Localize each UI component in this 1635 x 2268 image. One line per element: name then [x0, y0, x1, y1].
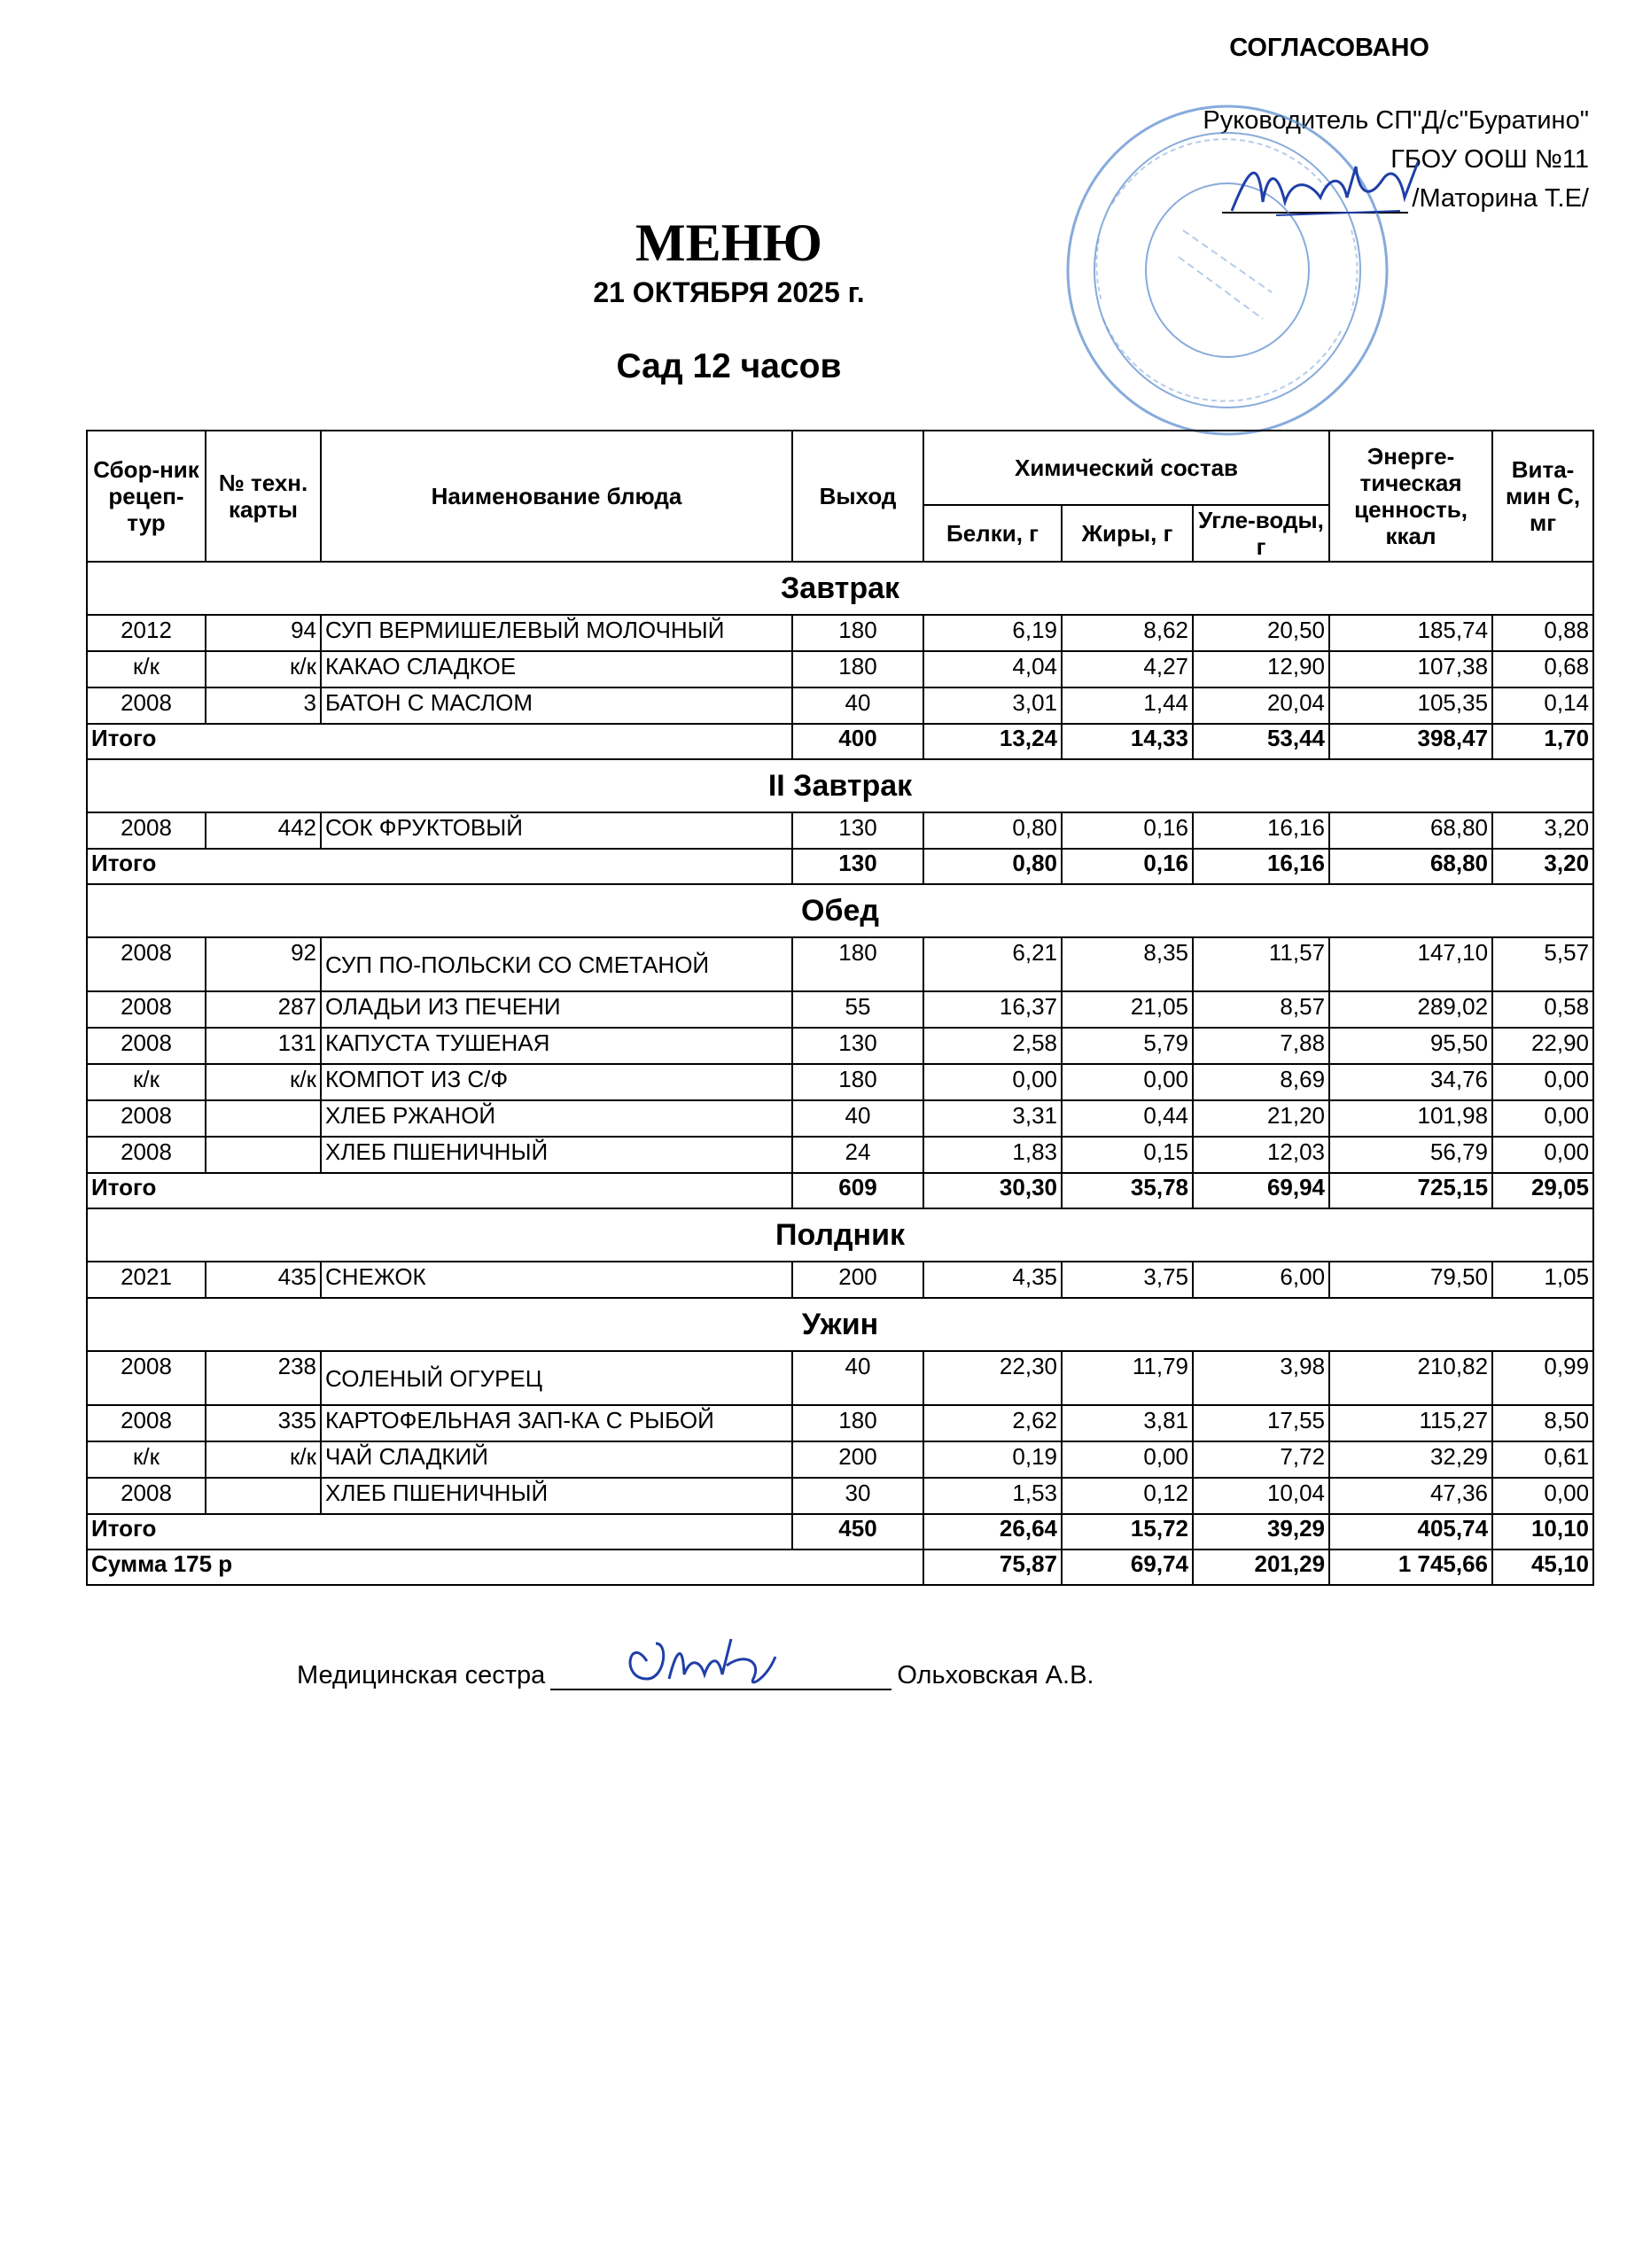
cell-collection: 2008	[87, 812, 206, 849]
total-carbs: 69,94	[1193, 1173, 1329, 1208]
cell-fat: 0,00	[1062, 1064, 1193, 1100]
cell-carbs: 17,55	[1193, 1405, 1329, 1441]
header-collection: Сбор-ник рецеп-тур	[87, 431, 206, 562]
cell-carbs: 8,57	[1193, 991, 1329, 1028]
cell-fat: 0,16	[1062, 812, 1193, 849]
cell-protein: 0,19	[923, 1441, 1062, 1478]
header-yield: Выход	[792, 431, 923, 562]
cell-collection: 2008	[87, 687, 206, 724]
nurse-name: Ольховская А.В.	[897, 1661, 1094, 1689]
cell-collection: 2021	[87, 1262, 206, 1298]
cell-energy: 107,38	[1329, 651, 1492, 687]
approval-signatory: /Маторина Т.Е/	[1412, 184, 1589, 213]
cell-protein: 1,53	[923, 1478, 1062, 1514]
total-protein: 13,24	[923, 724, 1062, 759]
grand-total-fat: 69,74	[1062, 1550, 1193, 1585]
cell-dish: ХЛЕБ ПШЕНИЧНЫЙ	[321, 1137, 792, 1173]
cell-vitamin: 22,90	[1492, 1028, 1593, 1064]
cell-yield: 40	[792, 1100, 923, 1137]
cell-protein: 22,30	[923, 1351, 1062, 1405]
header-chem: Химический состав	[923, 431, 1329, 505]
cell-carbs: 7,72	[1193, 1441, 1329, 1478]
header-energy: Энерге-тическая ценность, ккал	[1329, 431, 1492, 562]
total-energy: 68,80	[1329, 849, 1492, 884]
header-protein: Белки, г	[923, 505, 1062, 562]
cell-card: 442	[206, 812, 321, 849]
table-row	[87, 1478, 1593, 1514]
header-tech-card: № техн. карты	[206, 431, 321, 562]
cell-yield: 180	[792, 1405, 923, 1441]
total-yield: 609	[792, 1173, 923, 1208]
cell-carbs: 10,04	[1193, 1478, 1329, 1514]
section-title: Ужин	[87, 1298, 1593, 1351]
cell-card: 131	[206, 1028, 321, 1064]
approval-position: Руководитель СП"Д/с"Буратино"	[1203, 106, 1589, 135]
table-row	[87, 1351, 1593, 1405]
cell-card: к/к	[206, 1064, 321, 1100]
table-row	[87, 1405, 1593, 1441]
table-row	[87, 651, 1593, 687]
cell-collection: 2008	[87, 1478, 206, 1514]
cell-carbs: 11,57	[1193, 937, 1329, 991]
total-protein: 0,80	[923, 849, 1062, 884]
header-vitamin: Вита-мин С, мг	[1492, 431, 1593, 562]
cell-energy: 115,27	[1329, 1405, 1492, 1441]
total-fat: 15,72	[1062, 1514, 1193, 1550]
cell-dish: ХЛЕБ ПШЕНИЧНЫЙ	[321, 1478, 792, 1514]
cell-vitamin: 0,68	[1492, 651, 1593, 687]
cell-card: к/к	[206, 1441, 321, 1478]
section-header	[87, 759, 1593, 812]
menu-subtitle: Сад 12 часов	[616, 347, 842, 385]
total-energy: 405,74	[1329, 1514, 1492, 1550]
total-protein: 30,30	[923, 1173, 1062, 1208]
cell-fat: 8,62	[1062, 615, 1193, 651]
total-label: Итого	[87, 1514, 792, 1550]
cell-dish: СУП ВЕРМИШЕЛЕВЫЙ МОЛОЧНЫЙ	[321, 615, 792, 651]
cell-protein: 3,01	[923, 687, 1062, 724]
cell-dish: ЧАЙ СЛАДКИЙ	[321, 1441, 792, 1478]
cell-carbs: 8,69	[1193, 1064, 1329, 1100]
cell-protein: 0,00	[923, 1064, 1062, 1100]
cell-collection: 2008	[87, 1405, 206, 1441]
cell-energy: 68,80	[1329, 812, 1492, 849]
cell-fat: 21,05	[1062, 991, 1193, 1028]
cell-carbs: 7,88	[1193, 1028, 1329, 1064]
cell-vitamin: 0,00	[1492, 1137, 1593, 1173]
cell-yield: 200	[792, 1441, 923, 1478]
header-fat: Жиры, г	[1062, 505, 1193, 562]
total-fat: 0,16	[1062, 849, 1193, 884]
cell-card: 94	[206, 615, 321, 651]
cell-card: к/к	[206, 651, 321, 687]
page-title: МЕНЮ	[635, 214, 822, 272]
table-row	[87, 1441, 1593, 1478]
cell-vitamin: 0,88	[1492, 615, 1593, 651]
grand-total-energy: 1 745,66	[1329, 1550, 1492, 1585]
total-row	[87, 724, 1593, 759]
total-carbs: 53,44	[1193, 724, 1329, 759]
cell-collection: 2008	[87, 937, 206, 991]
total-vitamin: 10,10	[1492, 1514, 1593, 1550]
total-yield: 400	[792, 724, 923, 759]
total-fat: 14,33	[1062, 724, 1193, 759]
cell-yield: 55	[792, 991, 923, 1028]
cell-fat: 5,79	[1062, 1028, 1193, 1064]
cell-yield: 200	[792, 1262, 923, 1298]
approval-heading: СОГЛАСОВАНО	[1229, 34, 1429, 62]
cell-dish: СНЕЖОК	[321, 1262, 792, 1298]
cell-collection: 2008	[87, 1100, 206, 1137]
section-title: Полдник	[87, 1208, 1593, 1262]
cell-vitamin: 0,14	[1492, 687, 1593, 724]
menu-date: 21 ОКТЯБРЯ 2025 г.	[593, 276, 865, 308]
cell-fat: 0,00	[1062, 1441, 1193, 1478]
cell-energy: 101,98	[1329, 1100, 1492, 1137]
cell-carbs: 12,03	[1193, 1137, 1329, 1173]
table-row	[87, 812, 1593, 849]
section-header	[87, 1298, 1593, 1351]
cell-collection: 2008	[87, 1028, 206, 1064]
cell-vitamin: 0,00	[1492, 1100, 1593, 1137]
cell-fat: 0,12	[1062, 1478, 1193, 1514]
total-energy: 398,47	[1329, 724, 1492, 759]
cell-card	[206, 1100, 321, 1137]
total-carbs: 39,29	[1193, 1514, 1329, 1550]
cell-yield: 130	[792, 1028, 923, 1064]
cell-vitamin: 0,58	[1492, 991, 1593, 1028]
cell-dish: ОЛАДЬИ ИЗ ПЕЧЕНИ	[321, 991, 792, 1028]
cell-collection: 2008	[87, 991, 206, 1028]
table-row	[87, 1100, 1593, 1137]
cell-card: 287	[206, 991, 321, 1028]
grand-total-label: Сумма 175 р	[87, 1550, 923, 1585]
section-header	[87, 884, 1593, 937]
cell-vitamin: 0,99	[1492, 1351, 1593, 1405]
cell-fat: 1,44	[1062, 687, 1193, 724]
cell-dish: БАТОН С МАСЛОМ	[321, 687, 792, 724]
total-label: Итого	[87, 1173, 792, 1208]
cell-protein: 3,31	[923, 1100, 1062, 1137]
table-row	[87, 991, 1593, 1028]
cell-fat: 0,44	[1062, 1100, 1193, 1137]
section-title: Обед	[87, 884, 1593, 937]
cell-energy: 210,82	[1329, 1351, 1492, 1405]
cell-yield: 24	[792, 1137, 923, 1173]
cell-dish: КАПУСТА ТУШЕНАЯ	[321, 1028, 792, 1064]
cell-fat: 3,81	[1062, 1405, 1193, 1441]
cell-vitamin: 1,05	[1492, 1262, 1593, 1298]
approval-organization: ГБОУ ООШ №11	[1390, 145, 1589, 174]
section-title: Завтрак	[87, 562, 1593, 615]
menu-table	[86, 430, 1594, 1586]
cell-collection: 2008	[87, 1351, 206, 1405]
table-row	[87, 1064, 1593, 1100]
cell-protein: 2,58	[923, 1028, 1062, 1064]
table-row	[87, 1262, 1593, 1298]
cell-card: 92	[206, 937, 321, 991]
section-title: II Завтрак	[87, 759, 1593, 812]
cell-yield: 180	[792, 615, 923, 651]
total-label: Итого	[87, 724, 792, 759]
cell-vitamin: 3,20	[1492, 812, 1593, 849]
cell-energy: 56,79	[1329, 1137, 1492, 1173]
cell-fat: 3,75	[1062, 1262, 1193, 1298]
total-yield: 450	[792, 1514, 923, 1550]
cell-carbs: 20,50	[1193, 615, 1329, 651]
nurse-signature-icon	[620, 1626, 780, 1697]
cell-yield: 180	[792, 651, 923, 687]
cell-yield: 180	[792, 1064, 923, 1100]
cell-vitamin: 8,50	[1492, 1405, 1593, 1441]
total-vitamin: 29,05	[1492, 1173, 1593, 1208]
menu-table-body	[87, 562, 1593, 1585]
cell-protein: 6,19	[923, 615, 1062, 651]
cell-protein: 0,80	[923, 812, 1062, 849]
cell-yield: 130	[792, 812, 923, 849]
cell-collection: к/к	[87, 1064, 206, 1100]
total-energy: 725,15	[1329, 1173, 1492, 1208]
table-row	[87, 937, 1593, 991]
cell-energy: 34,76	[1329, 1064, 1492, 1100]
total-row	[87, 1514, 1593, 1550]
cell-carbs: 16,16	[1193, 812, 1329, 849]
grand-total-row	[87, 1550, 1593, 1585]
total-row	[87, 849, 1593, 884]
header-carbs: Угле-воды, г	[1193, 505, 1329, 562]
table-row	[87, 1137, 1593, 1173]
cell-yield: 40	[792, 1351, 923, 1405]
cell-carbs: 3,98	[1193, 1351, 1329, 1405]
grand-total-protein: 75,87	[923, 1550, 1062, 1585]
cell-carbs: 6,00	[1193, 1262, 1329, 1298]
total-protein: 26,64	[923, 1514, 1062, 1550]
cell-collection: 2008	[87, 1137, 206, 1173]
cell-energy: 95,50	[1329, 1028, 1492, 1064]
cell-dish: ХЛЕБ РЖАНОЙ	[321, 1100, 792, 1137]
cell-protein: 1,83	[923, 1137, 1062, 1173]
cell-card: 3	[206, 687, 321, 724]
cell-carbs: 21,20	[1193, 1100, 1329, 1137]
cell-vitamin: 0,61	[1492, 1441, 1593, 1478]
cell-fat: 8,35	[1062, 937, 1193, 991]
table-row	[87, 615, 1593, 651]
cell-energy: 105,35	[1329, 687, 1492, 724]
cell-dish: СУП ПО-ПОЛЬСКИ СО СМЕТАНОЙ	[321, 937, 792, 991]
cell-protein: 16,37	[923, 991, 1062, 1028]
total-label: Итого	[87, 849, 792, 884]
cell-energy: 147,10	[1329, 937, 1492, 991]
cell-energy: 289,02	[1329, 991, 1492, 1028]
cell-fat: 0,15	[1062, 1137, 1193, 1173]
cell-protein: 4,04	[923, 651, 1062, 687]
cell-protein: 4,35	[923, 1262, 1062, 1298]
section-header	[87, 1208, 1593, 1262]
total-row	[87, 1173, 1593, 1208]
cell-dish: КАРТОФЕЛЬНАЯ ЗАП-КА С РЫБОЙ	[321, 1405, 792, 1441]
cell-energy: 79,50	[1329, 1262, 1492, 1298]
cell-carbs: 12,90	[1193, 651, 1329, 687]
cell-energy: 185,74	[1329, 615, 1492, 651]
section-header	[87, 562, 1593, 615]
cell-protein: 2,62	[923, 1405, 1062, 1441]
cell-vitamin: 0,00	[1492, 1064, 1593, 1100]
cell-carbs: 20,04	[1193, 687, 1329, 724]
cell-energy: 47,36	[1329, 1478, 1492, 1514]
cell-card: 335	[206, 1405, 321, 1441]
total-vitamin: 3,20	[1492, 849, 1593, 884]
nurse-role: Медицинская сестра	[297, 1661, 546, 1689]
cell-yield: 30	[792, 1478, 923, 1514]
grand-total-carbs: 201,29	[1193, 1550, 1329, 1585]
cell-card: 435	[206, 1262, 321, 1298]
table-row	[87, 1028, 1593, 1064]
cell-card	[206, 1478, 321, 1514]
cell-vitamin: 5,57	[1492, 937, 1593, 991]
cell-card	[206, 1137, 321, 1173]
cell-card: 238	[206, 1351, 321, 1405]
cell-collection: 2012	[87, 615, 206, 651]
total-fat: 35,78	[1062, 1173, 1193, 1208]
grand-total-vitamin: 45,10	[1492, 1550, 1593, 1585]
cell-dish: КОМПОТ ИЗ С/Ф	[321, 1064, 792, 1100]
cell-collection: к/к	[87, 1441, 206, 1478]
header-dish: Наименование блюда	[321, 431, 792, 562]
table-row	[87, 687, 1593, 724]
cell-dish: СОЛЕНЫЙ ОГУРЕЦ	[321, 1351, 792, 1405]
total-carbs: 16,16	[1193, 849, 1329, 884]
cell-energy: 32,29	[1329, 1441, 1492, 1478]
cell-fat: 4,27	[1062, 651, 1193, 687]
total-vitamin: 1,70	[1492, 724, 1593, 759]
cell-fat: 11,79	[1062, 1351, 1193, 1405]
total-yield: 130	[792, 849, 923, 884]
cell-dish: СОК ФРУКТОВЫЙ	[321, 812, 792, 849]
cell-dish: КАКАО СЛАДКОЕ	[321, 651, 792, 687]
cell-protein: 6,21	[923, 937, 1062, 991]
cell-yield: 40	[792, 687, 923, 724]
cell-yield: 180	[792, 937, 923, 991]
cell-collection: к/к	[87, 651, 206, 687]
cell-vitamin: 0,00	[1492, 1478, 1593, 1514]
